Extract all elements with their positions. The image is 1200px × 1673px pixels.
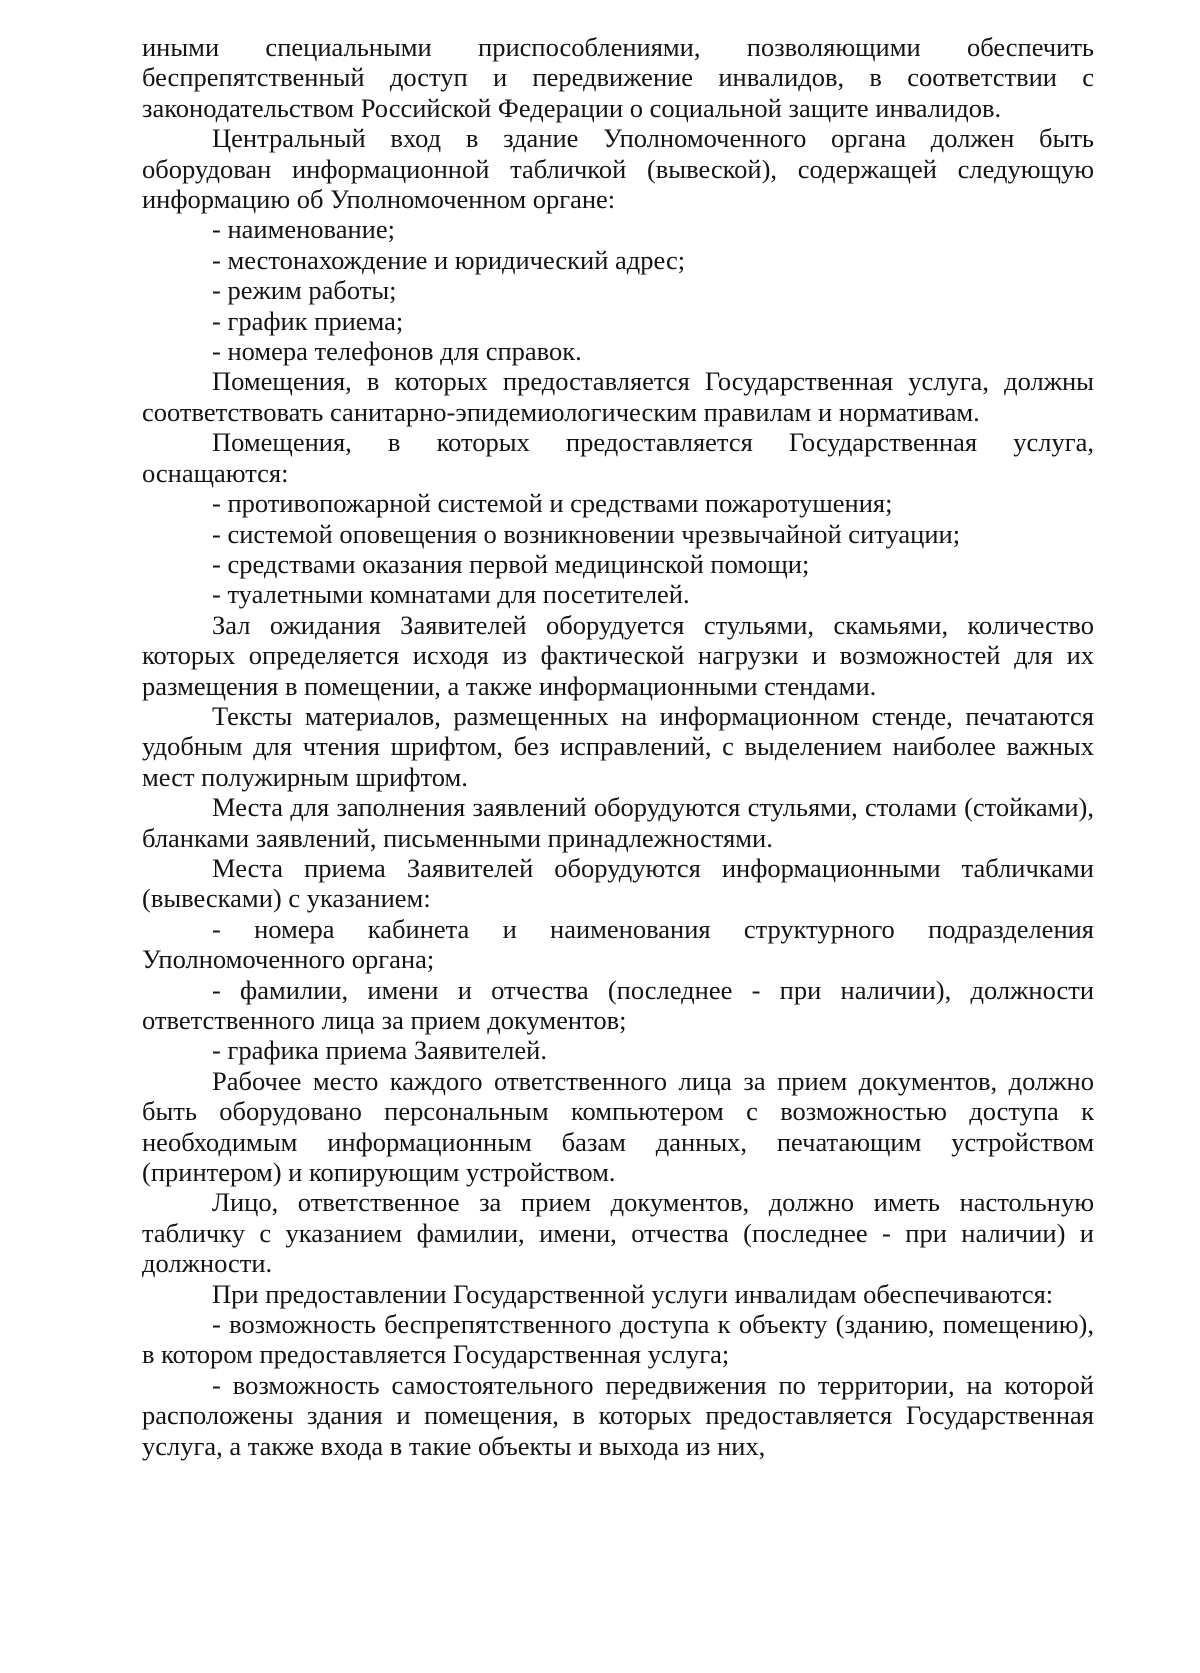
paragraph: Помещения, в которых предоставляется Государственная услуга, оснащаются: <box>142 427 1094 488</box>
list-item: - местонахождение и юридический адрес; <box>212 244 686 275</box>
paragraph: Лицо, ответственное за прием документов, должно иметь настольную табличку с указанием фамилии, имени, отчества (последнее - при наличии) и должности. <box>142 1187 1094 1279</box>
list-item: - график приема; <box>212 305 404 336</box>
list-item: - наименование; <box>212 214 395 245</box>
list-item: - возможность самостоятельного передвижения по территории, на которой расположены здания и помещения, в которых предоставляется Государственная услуга, а также входа в такие объекты и выхода из них, <box>142 1369 1094 1461</box>
paragraph: При предоставлении Государственной услуги инвалидам обеспечиваются: <box>212 1278 1054 1309</box>
paragraph: Рабочее место каждого ответственного лица за прием документов, должно быть оборудовано персональным компьютером с возможностью доступа к необходимым информационным базам данных, печатающим устройством (принтером) и копирующим устройством. <box>142 1065 1094 1188</box>
paragraph: Тексты материалов, размещенных на информационном стенде, печатаются удобным для чтения шрифтом, без исправлений, с выделением наиболее важных мест полужирным шрифтом. <box>142 700 1094 792</box>
paragraph: Места приема Заявителей оборудуются информационными табличками (вывесками) с указанием: <box>142 852 1094 914</box>
paragraph: Зал ожидания Заявителей оборудуется стульями, скамьями, количество которых определяется исходя из фактической нагрузки и возможностей для их размещения в помещении, а также информационными стендами. <box>142 609 1094 701</box>
document-page <box>142 32 1094 1461</box>
list-item: - средствами оказания первой медицинской помощи; <box>212 548 810 579</box>
list-item: - системой оповещения о возникновении чрезвычайной ситуации; <box>212 518 961 549</box>
paragraph: Места для заполнения заявлений оборудуются стульями, столами (стойками), бланками заявлений, письменными принадлежностями. <box>142 792 1094 853</box>
list-item: - фамилии, имени и отчества (последнее - при наличии), должности ответственного лица за прием документов; <box>142 974 1094 1035</box>
list-item: - туалетными комнатами для посетителей. <box>212 579 690 610</box>
list-item: - возможность беспрепятственного доступа к объекту (зданию, помещению), в котором предоставляется Государственная услуга; <box>142 1309 1094 1370</box>
paragraph: иными специальными приспособлениями, позволяющими обеспечить беспрепятственный доступ и передвижение инвалидов, в соответствии с законодательством Российской Федерации о социальной защите инвалидов. <box>142 32 1094 123</box>
list-item: - номера телефонов для справок. <box>212 336 582 367</box>
paragraph: Помещения, в которых предоставляется Государственная услуга, должны соответствовать санитарно-эпидемиологическим правилам и нормативам. <box>142 366 1094 427</box>
list-item: - номера кабинета и наименования структурного подразделения Уполномоченного органа; <box>142 913 1094 975</box>
paragraph: Центральный вход в здание Уполномоченного органа должен быть оборудован информационной табличкой (вывеской), содержащей следующую информацию об Уполномоченном органе: <box>142 123 1094 215</box>
list-item: - режим работы; <box>212 275 397 306</box>
list-item: - графика приема Заявителей. <box>212 1035 547 1066</box>
list-item: - противопожарной системой и средствами пожаротушения; <box>212 488 893 519</box>
